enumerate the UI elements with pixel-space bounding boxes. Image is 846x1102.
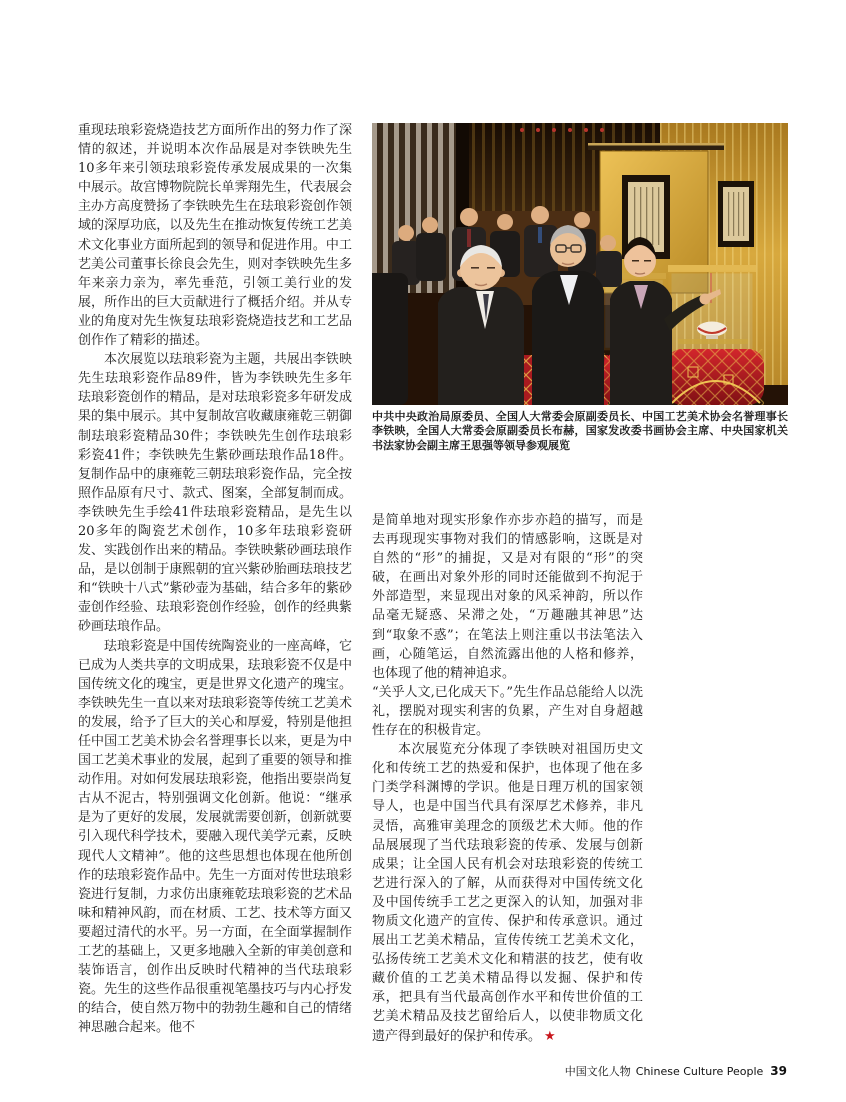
photo-caption: 中共中央政治局原委员、全国人大常委会原副委员长、中国工艺美术协会名誉理事长李铁映，全国人大常委会原副委员长布赫，国家发改委书画协会主席、中央国家机关书法家协会副主席王思强等领导参观展览 bbox=[372, 410, 788, 452]
paragraph: 重现珐琅彩瓷烧造技艺方面所作出的努力作了深情的叙述，并说明本次作品展是对李铁映先生10多年来引领珐琅彩瓷传承发展成果的一次集中展示。故宫博物院院长单霁翔先生，代表展会主办方高度赞扬了李铁映先生在珐琅彩瓷创作领域的深厚功底，以及先生在推动恢复传统工艺美术文化事业方面所起到的领导和促进作用。中工艺美公司董事长徐良会先生，则对李铁映先生多年来亲力亲为，率先垂范，引领工美行业的发展，所作出的巨大贡献进行了概括介绍。并从专业的角度对先生恢复珐琅彩瓷烧造技艺和工艺品创作作了精彩的描述。 bbox=[78, 123, 352, 349]
page-footer bbox=[565, 1063, 787, 1079]
paragraph: 是简单地对现实形象作亦步亦趋的描写，而是去再现现实事物对我们的情感影响，这既是对自然的“形”的捕捉，又是对有限的“形”的突破，在画出对象外形的同时还能做到不拘泥于外部造型，来显现出对象的风采神韵，所以作品毫无疑惑、呆滞之处，“万趣融其神思”达到“取象不惑”；在笔法上则注重以书法笔法入画，心随笔运，自然流露出他的人格和修养，也体现了他的精神追求。 bbox=[372, 513, 643, 681]
paragraph: “关乎人文,已化成天下。”先生作品总能给人以洗礼，摆脱对现实利害的负累，产生对自身超越性存在的积极肯定。 bbox=[372, 684, 643, 739]
end-of-article-star-icon: ★ bbox=[544, 1028, 556, 1044]
article-right-column bbox=[372, 511, 643, 1046]
page-number: 39 bbox=[770, 1064, 787, 1078]
paragraph bbox=[372, 740, 643, 1046]
journal-name-cn: 中国文化人物 bbox=[564, 1065, 631, 1078]
article-left-column bbox=[78, 121, 352, 1038]
exhibition-photo bbox=[372, 123, 788, 405]
paragraph: 珐琅彩瓷是中国传统陶瓷业的一座高峰，它已成为人类共享的文明成果，珐琅彩瓷不仅是中国传统文化的瑰宝，更是世界文化遗产的瑰宝。李铁映先生一直以来对珐琅彩瓷等传统工艺美术的发展，给予了巨大的关心和厚爱，特别是他担任中国工艺美术协会名誉理事长以来，更是为中国工艺美术事业的发展，起到了重要的领导和推动作用。对如何发展珐琅彩瓷，他指出要崇尚复古从不泥古，特别强调文化创新。他说：“继承是为了更好的发展，发展就需要创新，创新就要引入现代科学技术，要融入现代美学元素，反映现代人文精神”。他的这些思想也体现在他所创作的珐琅彩瓷作品中。先生一方面对传世珐琅彩瓷进行复制，力求仿出康雍乾珐琅彩瓷的艺术品味和精神风韵，而在材质、工艺、技术等方面又要超过清代的水平。另一方面，在全面掌握制作工艺的基础上，又更多地融入全新的审美创意和装饰语言，创作出反映时代精神的当代珐琅彩瓷。先生的这些作品很重视笔墨技巧与内心抒发的结合，使自然万物中的勃勃生趣和自己的情绪神思融合起来。他不 bbox=[78, 638, 352, 1036]
paragraph-text: 本次展览充分体现了李铁映对祖国历史文化和传统工艺的热爱和保护，也体现了他在多门类学科渊博的学识。他是日理万机的国家领导人，也是中国当代具有深厚艺术修养，非凡灵悟，高雅审美理念的顶级艺术大师。他的作品展展现了当代珐琅彩瓷的传承、发展与创新成果；让全国人民有机会对珐琅彩瓷的传统工艺进行深入的了解，从而获得对中国传统文化及中国传统手工艺之更深入的认知，加强对非物质文化遗产的宣传、保护和传承意识。通过展出工艺美术精品，宣传传统工艺美术文化，弘扬传统工艺美术文化和精湛的技艺，使有收藏价值的工艺美术精品得以发掘、保护和传承，把具有当代最高创作水平和传世价值的工艺美术精品及技艺留给后人，以使非物质文化遗产得到最好的保护和传承。 bbox=[372, 742, 643, 1044]
journal-name-en: Chinese Culture People bbox=[635, 1065, 764, 1078]
paragraph: 本次展览以珐琅彩瓷为主题，共展出李铁映先生珐琅彩瓷作品89件，皆为李铁映先生多年珐琅彩瓷创作的精品，是对珐琅彩瓷多年研发成果的集中展示。其中复制故宫收藏康雍乾三朝御制珐琅彩瓷精品30件；李铁映先生创作珐琅彩彩瓷41件；李铁映先生紫砂画珐琅作品18件。复制作品中的康雍乾三朝珐琅彩瓷作品，完全按照作品原有尺寸、款式、图案，全部复制而成。李铁映先生手绘41件珐琅彩瓷精品，是先生以20多年的陶瓷艺术创作，10多年珐琅彩瓷研发、实践创作出来的精品。李铁映紫砂画珐琅作品，是以创制于康熙朝的宜兴紫砂胎画珐琅技艺和“铁映十八式”紫砂壶为基础，结合多年的紫砂壶创作经验、珐琅彩瓷创作经验，创作的经典紫砂画珐琅作品。 bbox=[78, 352, 352, 635]
photo-illustration bbox=[372, 123, 788, 405]
